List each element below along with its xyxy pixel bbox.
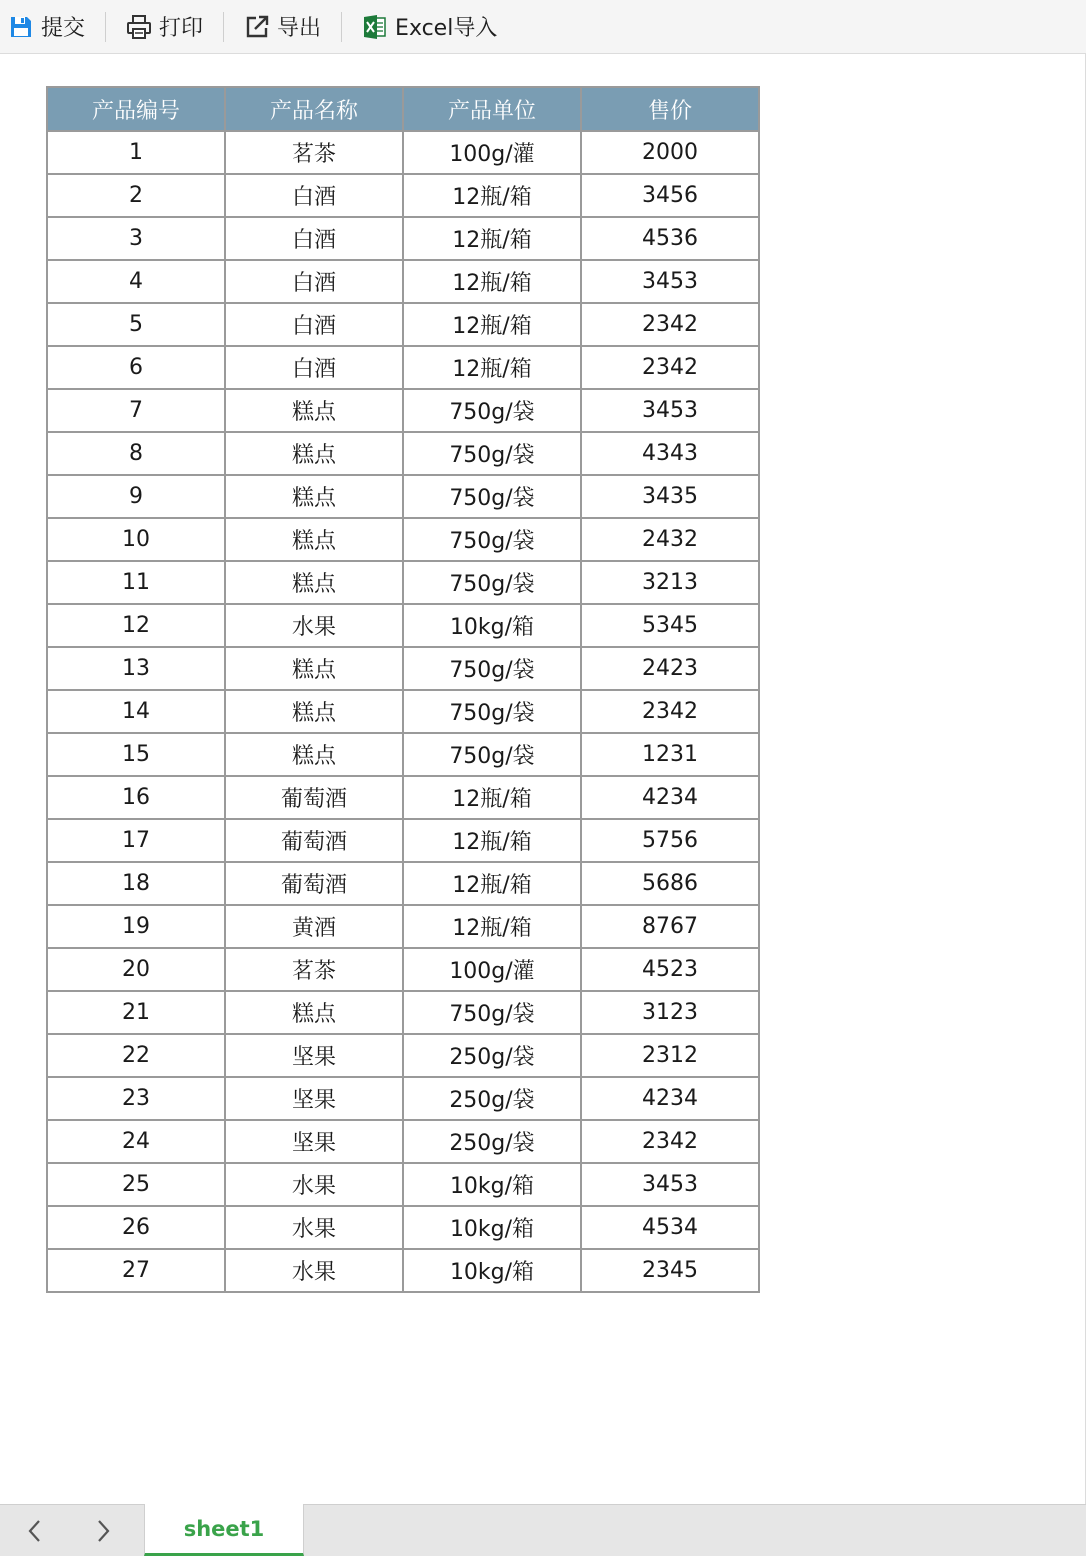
- table-row: [47, 905, 759, 948]
- cell-price[interactable]: 2423: [581, 647, 759, 690]
- cell-product-name[interactable]: 白酒: [225, 260, 403, 303]
- cell-price[interactable]: 3453: [581, 1163, 759, 1206]
- cell-product-unit[interactable]: 12瓶/箱: [403, 346, 581, 389]
- cell-product-name[interactable]: 糕点: [225, 991, 403, 1034]
- cell-price[interactable]: 3435: [581, 475, 759, 518]
- cell-product-id[interactable]: 9: [47, 475, 225, 518]
- table-row: [47, 1249, 759, 1292]
- cell-price[interactable]: 4234: [581, 776, 759, 819]
- cell-product-unit[interactable]: 750g/袋: [403, 518, 581, 561]
- table-row: [47, 217, 759, 260]
- cell-price[interactable]: 5686: [581, 862, 759, 905]
- cell-product-unit[interactable]: 750g/袋: [403, 389, 581, 432]
- cell-price[interactable]: 4534: [581, 1206, 759, 1249]
- prev-sheet-button[interactable]: [0, 1505, 70, 1557]
- cell-product-name[interactable]: 水果: [225, 1163, 403, 1206]
- table-row: [47, 604, 759, 647]
- cell-product-name[interactable]: 糕点: [225, 518, 403, 561]
- cell-product-name[interactable]: 黄酒: [225, 905, 403, 948]
- cell-product-id[interactable]: 22: [47, 1034, 225, 1077]
- cell-product-id[interactable]: 25: [47, 1163, 225, 1206]
- cell-product-name[interactable]: 白酒: [225, 217, 403, 260]
- cell-product-id[interactable]: 12: [47, 604, 225, 647]
- chevron-left-icon: [25, 1518, 45, 1544]
- cell-product-id[interactable]: 16: [47, 776, 225, 819]
- table-row: [47, 475, 759, 518]
- excel-import-button[interactable]: [342, 0, 517, 54]
- cell-product-name[interactable]: 糕点: [225, 690, 403, 733]
- cell-product-name[interactable]: 坚果: [225, 1077, 403, 1120]
- export-icon: [244, 14, 270, 40]
- cell-product-unit[interactable]: 750g/袋: [403, 991, 581, 1034]
- cell-product-id[interactable]: 21: [47, 991, 225, 1034]
- cell-product-id[interactable]: 24: [47, 1120, 225, 1163]
- cell-product-unit[interactable]: 250g/袋: [403, 1034, 581, 1077]
- cell-product-name[interactable]: 茗茶: [225, 131, 403, 174]
- cell-product-unit[interactable]: 12瓶/箱: [403, 174, 581, 217]
- cell-price[interactable]: 3456: [581, 174, 759, 217]
- cell-product-unit[interactable]: 750g/袋: [403, 432, 581, 475]
- cell-product-name[interactable]: 糕点: [225, 733, 403, 776]
- cell-product-unit[interactable]: 100g/灌: [403, 131, 581, 174]
- cell-product-id[interactable]: 4: [47, 260, 225, 303]
- excel-import-label: Excel导入: [395, 16, 498, 41]
- cell-product-name[interactable]: 葡萄酒: [225, 819, 403, 862]
- sheet-area: [0, 54, 1086, 1504]
- cell-product-unit[interactable]: 750g/袋: [403, 733, 581, 776]
- cell-product-id[interactable]: 11: [47, 561, 225, 604]
- cell-product-id[interactable]: 8: [47, 432, 225, 475]
- table-row: [47, 819, 759, 862]
- cell-product-unit[interactable]: 12瓶/箱: [403, 260, 581, 303]
- toolbar: [0, 0, 1086, 54]
- table-row: [47, 1077, 759, 1120]
- cell-product-unit[interactable]: 250g/袋: [403, 1077, 581, 1120]
- table-row: [47, 561, 759, 604]
- cell-product-unit[interactable]: 12瓶/箱: [403, 776, 581, 819]
- table-row: [47, 131, 759, 174]
- table-row: [47, 518, 759, 561]
- cell-price[interactable]: 3453: [581, 389, 759, 432]
- cell-product-id[interactable]: 17: [47, 819, 225, 862]
- cell-price[interactable]: 2345: [581, 1249, 759, 1292]
- chevron-right-icon: [93, 1518, 113, 1544]
- cell-product-unit[interactable]: 750g/袋: [403, 561, 581, 604]
- cell-product-id[interactable]: 6: [47, 346, 225, 389]
- cell-product-name[interactable]: 糕点: [225, 389, 403, 432]
- table-row: [47, 1163, 759, 1206]
- cell-product-id[interactable]: 14: [47, 690, 225, 733]
- table-row: [47, 1120, 759, 1163]
- cell-price[interactable]: 2432: [581, 518, 759, 561]
- cell-product-unit[interactable]: 12瓶/箱: [403, 303, 581, 346]
- cell-product-unit[interactable]: 750g/袋: [403, 647, 581, 690]
- cell-product-id[interactable]: 20: [47, 948, 225, 991]
- cell-product-name[interactable]: 水果: [225, 1249, 403, 1292]
- header-cell-price[interactable]: 售价: [581, 87, 759, 131]
- cell-price[interactable]: 1231: [581, 733, 759, 776]
- cell-product-id[interactable]: 19: [47, 905, 225, 948]
- cell-price[interactable]: 3453: [581, 260, 759, 303]
- table-row: [47, 733, 759, 776]
- table-row: [47, 346, 759, 389]
- save-icon: [8, 14, 34, 40]
- cell-price[interactable]: 2000: [581, 131, 759, 174]
- cell-product-name[interactable]: 白酒: [225, 303, 403, 346]
- cell-product-name[interactable]: 坚果: [225, 1034, 403, 1077]
- header-cell-product-unit[interactable]: 产品单位: [403, 87, 581, 131]
- print-button[interactable]: [106, 0, 223, 54]
- export-label: 导出: [277, 16, 322, 41]
- cell-product-id[interactable]: 10: [47, 518, 225, 561]
- cell-product-unit[interactable]: 12瓶/箱: [403, 819, 581, 862]
- cell-product-id[interactable]: 26: [47, 1206, 225, 1249]
- table-row: [47, 260, 759, 303]
- cell-product-id[interactable]: 27: [47, 1249, 225, 1292]
- cell-price[interactable]: 5345: [581, 604, 759, 647]
- cell-product-unit[interactable]: 10kg/箱: [403, 1206, 581, 1249]
- cell-product-name[interactable]: 水果: [225, 1206, 403, 1249]
- cell-price[interactable]: 4523: [581, 948, 759, 991]
- tab-sheet1-label: sheet1: [183, 1516, 265, 1541]
- cell-product-name[interactable]: 糕点: [225, 475, 403, 518]
- table-row: [47, 948, 759, 991]
- cell-price[interactable]: 4343: [581, 432, 759, 475]
- cell-product-unit[interactable]: 10kg/箱: [403, 1163, 581, 1206]
- table-row: [47, 174, 759, 217]
- cell-product-name[interactable]: 白酒: [225, 346, 403, 389]
- table-header-row: [47, 87, 759, 131]
- cell-product-name[interactable]: 白酒: [225, 174, 403, 217]
- sheet-tab-bar: [0, 1504, 1086, 1556]
- cell-price[interactable]: 4536: [581, 217, 759, 260]
- product-table: [46, 86, 760, 1293]
- cell-product-unit[interactable]: 250g/袋: [403, 1120, 581, 1163]
- submit-button[interactable]: [0, 0, 105, 54]
- cell-price[interactable]: 2342: [581, 1120, 759, 1163]
- table-row: [47, 690, 759, 733]
- cell-product-id[interactable]: 15: [47, 733, 225, 776]
- cell-product-id[interactable]: 23: [47, 1077, 225, 1120]
- export-button[interactable]: [224, 0, 341, 54]
- header-cell-product-name[interactable]: 产品名称: [225, 87, 403, 131]
- cell-product-unit[interactable]: 750g/袋: [403, 690, 581, 733]
- table-row: [47, 303, 759, 346]
- cell-price[interactable]: 3213: [581, 561, 759, 604]
- cell-product-unit[interactable]: 750g/袋: [403, 475, 581, 518]
- table-row: [47, 432, 759, 475]
- excel-icon: [362, 14, 388, 40]
- print-icon: [126, 14, 152, 40]
- cell-price[interactable]: 3123: [581, 991, 759, 1034]
- table-row: [47, 776, 759, 819]
- cell-price[interactable]: 2342: [581, 690, 759, 733]
- cell-product-name[interactable]: 葡萄酒: [225, 776, 403, 819]
- cell-product-name[interactable]: 糕点: [225, 432, 403, 475]
- table-row: [47, 389, 759, 432]
- cell-product-id[interactable]: 7: [47, 389, 225, 432]
- cell-product-id[interactable]: 13: [47, 647, 225, 690]
- cell-price[interactable]: 2342: [581, 303, 759, 346]
- cell-product-unit[interactable]: 12瓶/箱: [403, 217, 581, 260]
- cell-product-name[interactable]: 糕点: [225, 647, 403, 690]
- header-cell-product-id[interactable]: 产品编号: [47, 87, 225, 131]
- cell-product-unit[interactable]: 100g/灌: [403, 948, 581, 991]
- cell-product-name[interactable]: 糕点: [225, 561, 403, 604]
- cell-price[interactable]: 2312: [581, 1034, 759, 1077]
- cell-product-id[interactable]: 2: [47, 174, 225, 217]
- next-sheet-button[interactable]: [68, 1505, 138, 1557]
- cell-product-id[interactable]: 1: [47, 131, 225, 174]
- cell-product-unit[interactable]: 12瓶/箱: [403, 862, 581, 905]
- table-row: [47, 1206, 759, 1249]
- cell-product-id[interactable]: 5: [47, 303, 225, 346]
- table-row: [47, 1034, 759, 1077]
- cell-product-name[interactable]: 坚果: [225, 1120, 403, 1163]
- cell-price[interactable]: 5756: [581, 819, 759, 862]
- tab-sheet1[interactable]: [144, 1504, 304, 1556]
- cell-product-unit[interactable]: 12瓶/箱: [403, 905, 581, 948]
- cell-product-id[interactable]: 3: [47, 217, 225, 260]
- cell-product-unit[interactable]: 10kg/箱: [403, 604, 581, 647]
- cell-product-name[interactable]: 水果: [225, 604, 403, 647]
- table-row: [47, 647, 759, 690]
- cell-product-name[interactable]: 葡萄酒: [225, 862, 403, 905]
- cell-product-name[interactable]: 茗茶: [225, 948, 403, 991]
- table-row: [47, 991, 759, 1034]
- cell-price[interactable]: 4234: [581, 1077, 759, 1120]
- cell-price[interactable]: 8767: [581, 905, 759, 948]
- cell-product-id[interactable]: 18: [47, 862, 225, 905]
- cell-product-unit[interactable]: 10kg/箱: [403, 1249, 581, 1292]
- submit-label: 提交: [41, 16, 86, 41]
- cell-price[interactable]: 2342: [581, 346, 759, 389]
- table-row: [47, 862, 759, 905]
- print-label: 打印: [159, 16, 204, 41]
